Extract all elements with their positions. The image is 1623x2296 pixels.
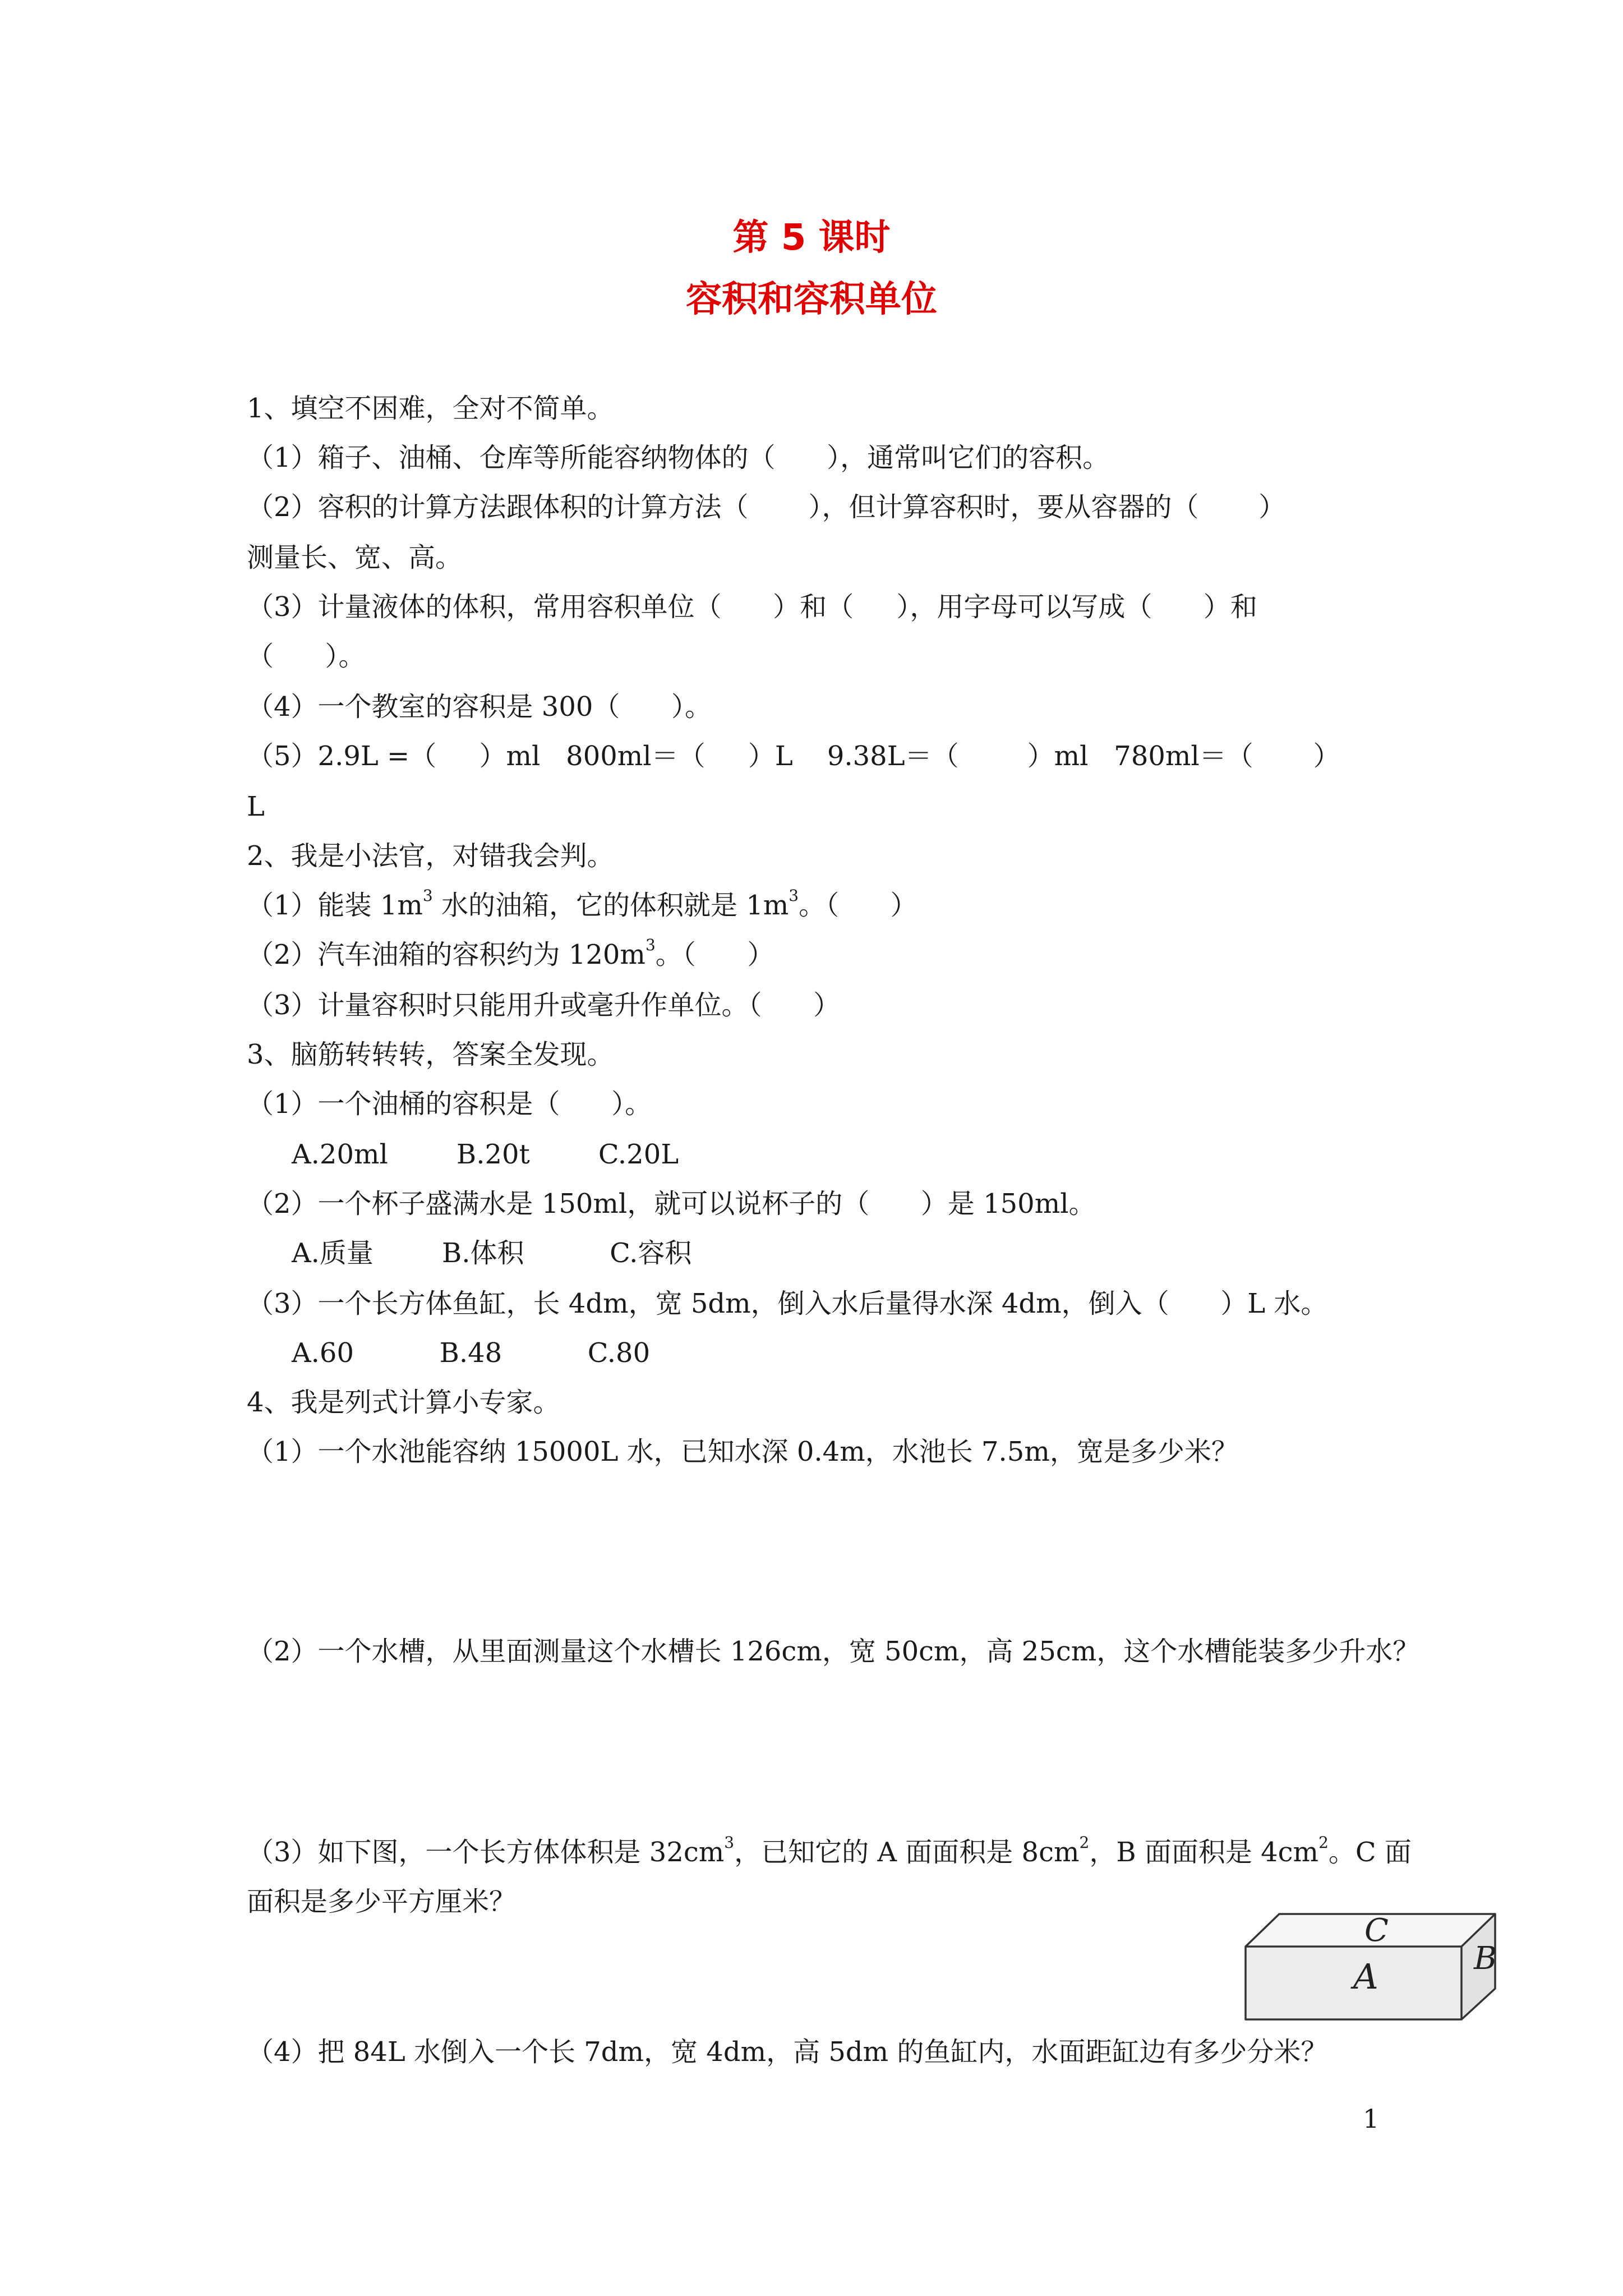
q1-heading: 1、填空不困难，全对不简单。 bbox=[247, 393, 614, 424]
q4-item-2: （2）一个水槽，从里面测量这个水槽长 126cm，宽 50cm，高 25cm，这个水槽能装多少升水？ bbox=[247, 1636, 1420, 1667]
q1-item-4: （4）一个教室的容积是 300（ ）。 bbox=[247, 691, 712, 723]
q1-item-3-cont: （ ）。 bbox=[247, 641, 366, 672]
face-label-c: C bbox=[1364, 1912, 1389, 1949]
page-number: 1 bbox=[1363, 2104, 1380, 2134]
q2-item-2: （2）汽车油箱的容积约为 $120m^3$。（ ） bbox=[247, 936, 774, 970]
q1-item-2-cont: 测量长、宽、高。 bbox=[247, 542, 463, 573]
face-label-b: B bbox=[1474, 1940, 1497, 1977]
cuboid-figure bbox=[1227, 1902, 1507, 2031]
q1-item-2: （2）容积的计算方法跟体积的计算方法（ ），但计算容积时，要从容器的（ ） bbox=[247, 491, 1286, 523]
q3-options-2: A.质量 B.体积 C.容积 bbox=[292, 1237, 692, 1269]
q4-item-3: （3）如下图，一个长方体体积是 $32cm^3$，已知它的 A 面面积是 $8cm^2$，B 面面积是 $4cm^2$。C 面 bbox=[247, 1833, 1412, 1868]
page-title: 容积和容积单位 bbox=[686, 279, 937, 320]
q4-heading: 4、我是列式计算小专家。 bbox=[247, 1387, 560, 1418]
q4-item-4: （4）把 84L 水倒入一个长 7dm，宽 4dm，高 5dm 的鱼缸内，水面距缸边有多少分米？ bbox=[247, 2036, 1328, 2068]
q2-item-1: （1）能装 $1m^3$ 水的油箱，它的体积就是 $1m^3$。（ ） bbox=[247, 886, 917, 921]
q3-item-2: （2）一个杯子盛满水是 150ml，就可以说杯子的（ ）是 150ml。 bbox=[247, 1188, 1096, 1220]
q3-item-1: （1）一个油桶的容积是（ ）。 bbox=[247, 1088, 652, 1120]
q2-item-3: （3）计量容积时只能用升或毫升作单位。（ ） bbox=[247, 990, 841, 1021]
q2-heading: 2、我是小法官，对错我会判。 bbox=[247, 840, 614, 872]
face-label-a: A bbox=[1353, 1956, 1378, 1997]
q3-heading: 3、脑筋转转转，答案全发现。 bbox=[247, 1039, 614, 1070]
q1-item-3: （3）计量液体的体积，常用容积单位（ ）和（ ），用字母可以写成（ ）和 bbox=[247, 591, 1257, 623]
q3-options-1: A.20ml B.20t C.20L bbox=[292, 1139, 679, 1170]
q3-options-3: A.60 B.48 C.80 bbox=[292, 1337, 651, 1369]
lesson-number: 第 5 课时 bbox=[732, 217, 891, 259]
q4-item-1: （1）一个水池能容纳 15000L 水，已知水深 0.4m，水池长 7.5m，宽是多少米？ bbox=[247, 1436, 1238, 1467]
q1-item-5-cont: L bbox=[247, 791, 265, 822]
q1-item-1: （1）箱子、油桶、仓库等所能容纳物体的（ ），通常叫它们的容积。 bbox=[247, 442, 1110, 473]
q3-item-3: （3）一个长方体鱼缸，长 4dm，宽 5dm，倒入水后量得水深 4dm，倒入（ ）L 水。 bbox=[247, 1288, 1328, 1319]
q4-item-3-cont: 面积是多少平方厘米？ bbox=[247, 1886, 517, 1917]
q1-item-5: （5）2.9L =（ ）ml 800ml＝（ ）L 9.38L＝（ ）ml 780ml＝（ ） bbox=[247, 740, 1340, 772]
